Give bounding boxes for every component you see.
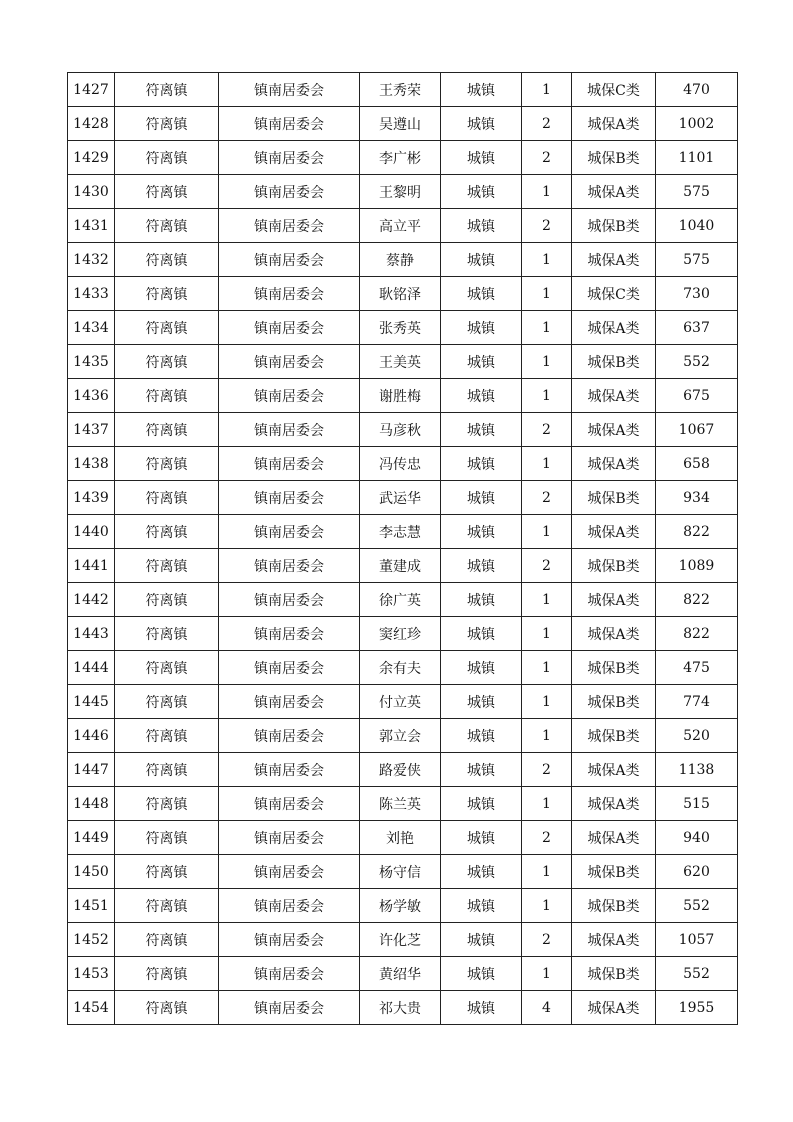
row-number-cell: 1441 — [68, 549, 115, 583]
name-cell: 付立英 — [360, 685, 441, 719]
table-row — [68, 73, 738, 107]
table-row — [68, 447, 738, 481]
committee-cell: 镇南居委会 — [219, 617, 360, 651]
row-number-cell: 1427 — [68, 73, 115, 107]
table-row — [68, 821, 738, 855]
committee-cell: 镇南居委会 — [219, 107, 360, 141]
committee-cell: 镇南居委会 — [219, 855, 360, 889]
table-row — [68, 583, 738, 617]
table-row — [68, 141, 738, 175]
town-cell: 符离镇 — [115, 107, 219, 141]
name-cell: 吴遵山 — [360, 107, 441, 141]
committee-cell: 镇南居委会 — [219, 413, 360, 447]
area-type-cell: 城镇 — [441, 277, 522, 311]
amount-cell: 1089 — [656, 549, 738, 583]
town-cell: 符离镇 — [115, 277, 219, 311]
name-cell: 蔡静 — [360, 243, 441, 277]
amount-cell: 940 — [656, 821, 738, 855]
town-cell: 符离镇 — [115, 549, 219, 583]
town-cell: 符离镇 — [115, 889, 219, 923]
committee-cell: 镇南居委会 — [219, 923, 360, 957]
committee-cell: 镇南居委会 — [219, 447, 360, 481]
category-cell: 城保A类 — [572, 243, 656, 277]
household-count-cell: 1 — [522, 175, 572, 209]
table-row — [68, 651, 738, 685]
household-count-cell: 1 — [522, 345, 572, 379]
amount-cell: 475 — [656, 651, 738, 685]
table-row — [68, 107, 738, 141]
category-cell: 城保B类 — [572, 141, 656, 175]
household-count-cell: 1 — [522, 855, 572, 889]
town-cell: 符离镇 — [115, 855, 219, 889]
committee-cell: 镇南居委会 — [219, 515, 360, 549]
category-cell: 城保C类 — [572, 277, 656, 311]
committee-cell: 镇南居委会 — [219, 753, 360, 787]
town-cell: 符离镇 — [115, 991, 219, 1025]
household-count-cell: 1 — [522, 719, 572, 753]
category-cell: 城保B类 — [572, 855, 656, 889]
committee-cell: 镇南居委会 — [219, 73, 360, 107]
name-cell: 路爱侠 — [360, 753, 441, 787]
committee-cell: 镇南居委会 — [219, 277, 360, 311]
row-number-cell: 1454 — [68, 991, 115, 1025]
name-cell: 武运华 — [360, 481, 441, 515]
committee-cell: 镇南居委会 — [219, 889, 360, 923]
amount-cell: 552 — [656, 957, 738, 991]
amount-cell: 520 — [656, 719, 738, 753]
category-cell: 城保B类 — [572, 651, 656, 685]
household-count-cell: 1 — [522, 889, 572, 923]
amount-cell: 1040 — [656, 209, 738, 243]
amount-cell: 822 — [656, 617, 738, 651]
town-cell: 符离镇 — [115, 175, 219, 209]
row-number-cell: 1449 — [68, 821, 115, 855]
table-row — [68, 345, 738, 379]
category-cell: 城保A类 — [572, 753, 656, 787]
household-count-cell: 4 — [522, 991, 572, 1025]
committee-cell: 镇南居委会 — [219, 821, 360, 855]
category-cell: 城保A类 — [572, 107, 656, 141]
name-cell: 张秀英 — [360, 311, 441, 345]
category-cell: 城保A类 — [572, 175, 656, 209]
name-cell: 李广彬 — [360, 141, 441, 175]
amount-cell: 575 — [656, 243, 738, 277]
amount-cell: 822 — [656, 583, 738, 617]
household-count-cell: 1 — [522, 651, 572, 685]
row-number-cell: 1445 — [68, 685, 115, 719]
row-number-cell: 1430 — [68, 175, 115, 209]
town-cell: 符离镇 — [115, 447, 219, 481]
category-cell: 城保B类 — [572, 209, 656, 243]
table-row — [68, 719, 738, 753]
row-number-cell: 1435 — [68, 345, 115, 379]
row-number-cell: 1442 — [68, 583, 115, 617]
town-cell: 符离镇 — [115, 345, 219, 379]
area-type-cell: 城镇 — [441, 107, 522, 141]
table-row — [68, 617, 738, 651]
area-type-cell: 城镇 — [441, 617, 522, 651]
household-count-cell: 1 — [522, 277, 572, 311]
assistance-roster-table — [67, 72, 738, 1025]
committee-cell: 镇南居委会 — [219, 583, 360, 617]
row-number-cell: 1446 — [68, 719, 115, 753]
category-cell: 城保B类 — [572, 889, 656, 923]
table-row — [68, 957, 738, 991]
household-count-cell: 1 — [522, 685, 572, 719]
name-cell: 祁大贵 — [360, 991, 441, 1025]
table-row — [68, 855, 738, 889]
household-count-cell: 1 — [522, 243, 572, 277]
area-type-cell: 城镇 — [441, 141, 522, 175]
town-cell: 符离镇 — [115, 685, 219, 719]
amount-cell: 552 — [656, 889, 738, 923]
category-cell: 城保A类 — [572, 583, 656, 617]
name-cell: 杨学敏 — [360, 889, 441, 923]
area-type-cell: 城镇 — [441, 481, 522, 515]
amount-cell: 1101 — [656, 141, 738, 175]
area-type-cell: 城镇 — [441, 379, 522, 413]
table-row — [68, 277, 738, 311]
category-cell: 城保A类 — [572, 413, 656, 447]
area-type-cell: 城镇 — [441, 889, 522, 923]
town-cell: 符离镇 — [115, 787, 219, 821]
area-type-cell: 城镇 — [441, 957, 522, 991]
household-count-cell: 1 — [522, 957, 572, 991]
category-cell: 城保C类 — [572, 73, 656, 107]
committee-cell: 镇南居委会 — [219, 719, 360, 753]
table-row — [68, 889, 738, 923]
committee-cell: 镇南居委会 — [219, 685, 360, 719]
table-row — [68, 991, 738, 1025]
name-cell: 李志慧 — [360, 515, 441, 549]
amount-cell: 822 — [656, 515, 738, 549]
household-count-cell: 2 — [522, 209, 572, 243]
row-number-cell: 1440 — [68, 515, 115, 549]
area-type-cell: 城镇 — [441, 175, 522, 209]
name-cell: 窦红珍 — [360, 617, 441, 651]
category-cell: 城保A类 — [572, 379, 656, 413]
row-number-cell: 1448 — [68, 787, 115, 821]
category-cell: 城保A类 — [572, 447, 656, 481]
area-type-cell: 城镇 — [441, 345, 522, 379]
table-body — [68, 73, 738, 1025]
area-type-cell: 城镇 — [441, 73, 522, 107]
table-row — [68, 379, 738, 413]
row-number-cell: 1439 — [68, 481, 115, 515]
name-cell: 高立平 — [360, 209, 441, 243]
town-cell: 符离镇 — [115, 311, 219, 345]
area-type-cell: 城镇 — [441, 719, 522, 753]
household-count-cell: 2 — [522, 923, 572, 957]
area-type-cell: 城镇 — [441, 413, 522, 447]
area-type-cell: 城镇 — [441, 209, 522, 243]
amount-cell: 658 — [656, 447, 738, 481]
category-cell: 城保A类 — [572, 515, 656, 549]
row-number-cell: 1433 — [68, 277, 115, 311]
household-count-cell: 2 — [522, 549, 572, 583]
amount-cell: 637 — [656, 311, 738, 345]
town-cell: 符离镇 — [115, 73, 219, 107]
row-number-cell: 1436 — [68, 379, 115, 413]
town-cell: 符离镇 — [115, 481, 219, 515]
committee-cell: 镇南居委会 — [219, 991, 360, 1025]
household-count-cell: 1 — [522, 515, 572, 549]
category-cell: 城保B类 — [572, 549, 656, 583]
household-count-cell: 2 — [522, 481, 572, 515]
amount-cell: 1955 — [656, 991, 738, 1025]
table-row — [68, 787, 738, 821]
name-cell: 王美英 — [360, 345, 441, 379]
amount-cell: 552 — [656, 345, 738, 379]
row-number-cell: 1432 — [68, 243, 115, 277]
row-number-cell: 1431 — [68, 209, 115, 243]
table-row — [68, 243, 738, 277]
row-number-cell: 1429 — [68, 141, 115, 175]
amount-cell: 730 — [656, 277, 738, 311]
name-cell: 耿铭泽 — [360, 277, 441, 311]
amount-cell: 1138 — [656, 753, 738, 787]
area-type-cell: 城镇 — [441, 651, 522, 685]
row-number-cell: 1437 — [68, 413, 115, 447]
table-row — [68, 549, 738, 583]
table-row — [68, 481, 738, 515]
committee-cell: 镇南居委会 — [219, 243, 360, 277]
category-cell: 城保B类 — [572, 719, 656, 753]
committee-cell: 镇南居委会 — [219, 549, 360, 583]
table-row — [68, 515, 738, 549]
name-cell: 徐广英 — [360, 583, 441, 617]
name-cell: 王黎明 — [360, 175, 441, 209]
name-cell: 冯传忠 — [360, 447, 441, 481]
town-cell: 符离镇 — [115, 583, 219, 617]
row-number-cell: 1451 — [68, 889, 115, 923]
name-cell: 许化芝 — [360, 923, 441, 957]
area-type-cell: 城镇 — [441, 583, 522, 617]
area-type-cell: 城镇 — [441, 243, 522, 277]
table-row — [68, 753, 738, 787]
town-cell: 符离镇 — [115, 413, 219, 447]
amount-cell: 774 — [656, 685, 738, 719]
committee-cell: 镇南居委会 — [219, 379, 360, 413]
table-row — [68, 175, 738, 209]
household-count-cell: 2 — [522, 821, 572, 855]
table-row — [68, 413, 738, 447]
name-cell: 谢胜梅 — [360, 379, 441, 413]
name-cell: 刘艳 — [360, 821, 441, 855]
name-cell: 杨守信 — [360, 855, 441, 889]
household-count-cell: 2 — [522, 141, 572, 175]
household-count-cell: 1 — [522, 617, 572, 651]
amount-cell: 515 — [656, 787, 738, 821]
committee-cell: 镇南居委会 — [219, 651, 360, 685]
category-cell: 城保A类 — [572, 821, 656, 855]
name-cell: 郭立会 — [360, 719, 441, 753]
town-cell: 符离镇 — [115, 923, 219, 957]
row-number-cell: 1438 — [68, 447, 115, 481]
household-count-cell: 1 — [522, 583, 572, 617]
category-cell: 城保A类 — [572, 311, 656, 345]
amount-cell: 470 — [656, 73, 738, 107]
name-cell: 董建成 — [360, 549, 441, 583]
committee-cell: 镇南居委会 — [219, 175, 360, 209]
area-type-cell: 城镇 — [441, 855, 522, 889]
row-number-cell: 1428 — [68, 107, 115, 141]
committee-cell: 镇南居委会 — [219, 787, 360, 821]
category-cell: 城保B类 — [572, 957, 656, 991]
household-count-cell: 1 — [522, 787, 572, 821]
area-type-cell: 城镇 — [441, 311, 522, 345]
amount-cell: 1057 — [656, 923, 738, 957]
category-cell: 城保B类 — [572, 685, 656, 719]
area-type-cell: 城镇 — [441, 685, 522, 719]
row-number-cell: 1444 — [68, 651, 115, 685]
name-cell: 马彦秋 — [360, 413, 441, 447]
category-cell: 城保A类 — [572, 617, 656, 651]
town-cell: 符离镇 — [115, 243, 219, 277]
table-row — [68, 923, 738, 957]
household-count-cell: 2 — [522, 753, 572, 787]
household-count-cell: 2 — [522, 107, 572, 141]
row-number-cell: 1452 — [68, 923, 115, 957]
category-cell: 城保A类 — [572, 787, 656, 821]
town-cell: 符离镇 — [115, 821, 219, 855]
town-cell: 符离镇 — [115, 141, 219, 175]
town-cell: 符离镇 — [115, 719, 219, 753]
area-type-cell: 城镇 — [441, 787, 522, 821]
name-cell: 余有夫 — [360, 651, 441, 685]
row-number-cell: 1453 — [68, 957, 115, 991]
amount-cell: 675 — [656, 379, 738, 413]
household-count-cell: 2 — [522, 413, 572, 447]
amount-cell: 575 — [656, 175, 738, 209]
committee-cell: 镇南居委会 — [219, 957, 360, 991]
name-cell: 陈兰英 — [360, 787, 441, 821]
town-cell: 符离镇 — [115, 957, 219, 991]
town-cell: 符离镇 — [115, 209, 219, 243]
household-count-cell: 1 — [522, 73, 572, 107]
committee-cell: 镇南居委会 — [219, 209, 360, 243]
town-cell: 符离镇 — [115, 651, 219, 685]
committee-cell: 镇南居委会 — [219, 345, 360, 379]
committee-cell: 镇南居委会 — [219, 141, 360, 175]
town-cell: 符离镇 — [115, 617, 219, 651]
committee-cell: 镇南居委会 — [219, 311, 360, 345]
area-type-cell: 城镇 — [441, 923, 522, 957]
area-type-cell: 城镇 — [441, 991, 522, 1025]
town-cell: 符离镇 — [115, 515, 219, 549]
name-cell: 黄绍华 — [360, 957, 441, 991]
amount-cell: 1002 — [656, 107, 738, 141]
committee-cell: 镇南居委会 — [219, 481, 360, 515]
table-row — [68, 685, 738, 719]
row-number-cell: 1443 — [68, 617, 115, 651]
area-type-cell: 城镇 — [441, 753, 522, 787]
category-cell: 城保A类 — [572, 923, 656, 957]
town-cell: 符离镇 — [115, 753, 219, 787]
row-number-cell: 1434 — [68, 311, 115, 345]
town-cell: 符离镇 — [115, 379, 219, 413]
category-cell: 城保A类 — [572, 991, 656, 1025]
row-number-cell: 1447 — [68, 753, 115, 787]
name-cell: 王秀荣 — [360, 73, 441, 107]
household-count-cell: 1 — [522, 311, 572, 345]
household-count-cell: 1 — [522, 379, 572, 413]
category-cell: 城保B类 — [572, 345, 656, 379]
amount-cell: 934 — [656, 481, 738, 515]
table-row — [68, 311, 738, 345]
household-count-cell: 1 — [522, 447, 572, 481]
amount-cell: 1067 — [656, 413, 738, 447]
category-cell: 城保B类 — [572, 481, 656, 515]
row-number-cell: 1450 — [68, 855, 115, 889]
area-type-cell: 城镇 — [441, 549, 522, 583]
table-row — [68, 209, 738, 243]
area-type-cell: 城镇 — [441, 515, 522, 549]
area-type-cell: 城镇 — [441, 447, 522, 481]
area-type-cell: 城镇 — [441, 821, 522, 855]
amount-cell: 620 — [656, 855, 738, 889]
